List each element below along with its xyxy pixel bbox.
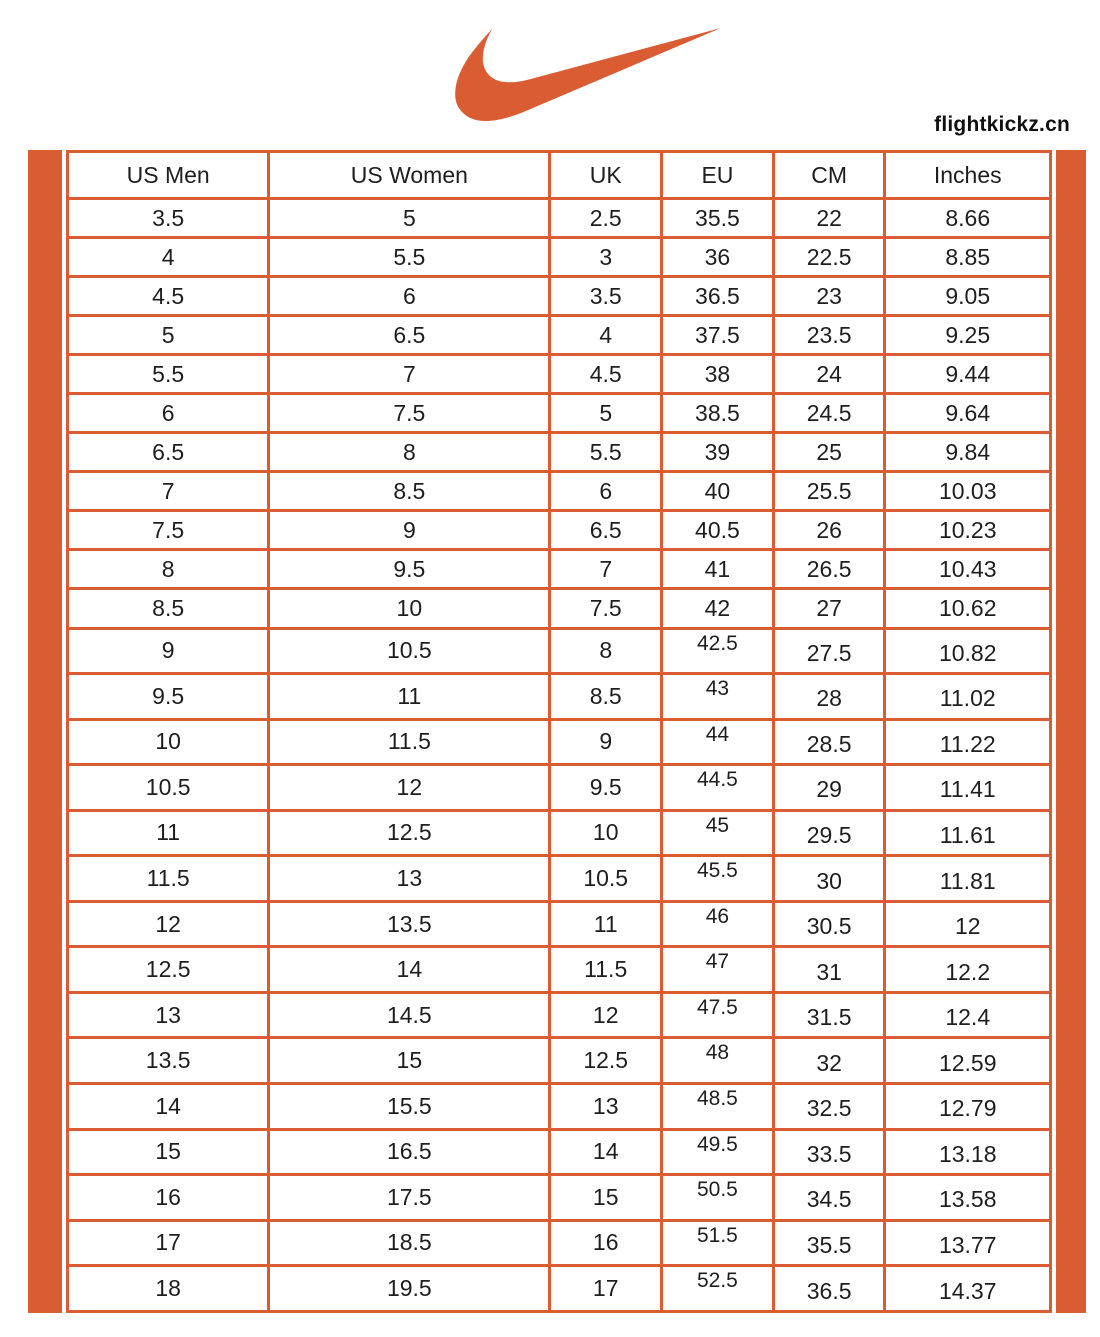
cell-cm: 29 <box>773 765 885 811</box>
cell-inches: 12.59 <box>885 1038 1051 1084</box>
table-row <box>68 947 1051 993</box>
table-row <box>68 719 1051 765</box>
cell-us-men: 4 <box>68 238 269 277</box>
header-row <box>68 152 1051 199</box>
cell-eu: 39 <box>662 433 774 472</box>
table-row <box>68 238 1051 277</box>
table-row <box>68 394 1051 433</box>
cell-eu: 44.5 <box>662 765 774 811</box>
cell-inches: 9.25 <box>885 316 1051 355</box>
cell-uk: 4.5 <box>550 355 662 394</box>
cell-inches: 10.62 <box>885 589 1051 628</box>
cell-us-women: 13 <box>269 856 550 902</box>
cell-uk: 2.5 <box>550 199 662 238</box>
cell-cm: 23 <box>773 277 885 316</box>
cell-inches: 10.03 <box>885 472 1051 511</box>
cell-cm: 28.5 <box>773 719 885 765</box>
column-header-us-men: US Men <box>68 152 269 199</box>
cell-eu: 44 <box>662 719 774 765</box>
cell-eu: 47.5 <box>662 992 774 1038</box>
cell-cm: 22.5 <box>773 238 885 277</box>
cell-inches: 11.22 <box>885 719 1051 765</box>
table-row <box>68 1038 1051 1084</box>
cell-inches: 9.05 <box>885 277 1051 316</box>
column-header-cm: CM <box>773 152 885 199</box>
cell-us-men: 15 <box>68 1129 269 1175</box>
cell-us-women: 12.5 <box>269 810 550 856</box>
cell-eu: 51.5 <box>662 1220 774 1266</box>
cell-us-women: 5 <box>269 199 550 238</box>
cell-inches: 14.37 <box>885 1266 1051 1312</box>
cell-uk: 11 <box>550 901 662 947</box>
cell-uk: 15 <box>550 1175 662 1221</box>
cell-uk: 11.5 <box>550 947 662 993</box>
right-accent-bar <box>1056 150 1086 1313</box>
cell-inches: 11.02 <box>885 674 1051 720</box>
cell-eu: 48 <box>662 1038 774 1084</box>
size-chart-band <box>28 150 1086 1313</box>
cell-cm: 22 <box>773 199 885 238</box>
cell-uk: 9.5 <box>550 765 662 811</box>
column-header-uk: UK <box>550 152 662 199</box>
cell-inches: 10.23 <box>885 511 1051 550</box>
cell-us-men: 12 <box>68 901 269 947</box>
cell-eu: 47 <box>662 947 774 993</box>
cell-uk: 3.5 <box>550 277 662 316</box>
cell-uk: 9 <box>550 719 662 765</box>
table-row <box>68 199 1051 238</box>
table-row <box>68 901 1051 947</box>
cell-uk: 6 <box>550 472 662 511</box>
cell-us-women: 14.5 <box>269 992 550 1038</box>
cell-us-men: 13 <box>68 992 269 1038</box>
table-row <box>68 277 1051 316</box>
cell-us-women: 19.5 <box>269 1266 550 1312</box>
cell-us-men: 6 <box>68 394 269 433</box>
cell-cm: 31 <box>773 947 885 993</box>
cell-eu: 41 <box>662 550 774 589</box>
cell-us-women: 8 <box>269 433 550 472</box>
cell-cm: 24 <box>773 355 885 394</box>
cell-inches: 9.44 <box>885 355 1051 394</box>
cell-us-women: 15 <box>269 1038 550 1084</box>
size-chart-body <box>68 199 1051 1312</box>
cell-eu: 35.5 <box>662 199 774 238</box>
cell-us-women: 8.5 <box>269 472 550 511</box>
cell-cm: 32 <box>773 1038 885 1084</box>
cell-uk: 3 <box>550 238 662 277</box>
cell-us-men: 18 <box>68 1266 269 1312</box>
cell-eu: 49.5 <box>662 1129 774 1175</box>
cell-cm: 36.5 <box>773 1266 885 1312</box>
cell-us-women: 10 <box>269 589 550 628</box>
cell-cm: 30.5 <box>773 901 885 947</box>
cell-eu: 45.5 <box>662 856 774 902</box>
table-row <box>68 589 1051 628</box>
cell-eu: 38.5 <box>662 394 774 433</box>
cell-inches: 12.79 <box>885 1083 1051 1129</box>
cell-us-men: 13.5 <box>68 1038 269 1084</box>
cell-us-men: 9 <box>68 628 269 674</box>
cell-inches: 9.84 <box>885 433 1051 472</box>
cell-uk: 13 <box>550 1083 662 1129</box>
cell-cm: 28 <box>773 674 885 720</box>
cell-uk: 17 <box>550 1266 662 1312</box>
cell-cm: 25 <box>773 433 885 472</box>
table-row <box>68 1266 1051 1312</box>
cell-eu: 36.5 <box>662 277 774 316</box>
cell-inches: 9.64 <box>885 394 1051 433</box>
cell-us-men: 11.5 <box>68 856 269 902</box>
cell-us-women: 16.5 <box>269 1129 550 1175</box>
table-row <box>68 1129 1051 1175</box>
cell-us-women: 12 <box>269 765 550 811</box>
cell-us-women: 5.5 <box>269 238 550 277</box>
table-row <box>68 433 1051 472</box>
cell-us-men: 4.5 <box>68 277 269 316</box>
size-chart-header <box>68 152 1051 199</box>
cell-cm: 29.5 <box>773 810 885 856</box>
cell-us-men: 14 <box>68 1083 269 1129</box>
cell-us-women: 7.5 <box>269 394 550 433</box>
cell-us-men: 7 <box>68 472 269 511</box>
cell-inches: 8.85 <box>885 238 1051 277</box>
table-row <box>68 810 1051 856</box>
cell-us-women: 11.5 <box>269 719 550 765</box>
cell-inches: 12 <box>885 901 1051 947</box>
table-row <box>68 1220 1051 1266</box>
cell-us-men: 17 <box>68 1220 269 1266</box>
size-chart-table <box>66 150 1052 1313</box>
cell-eu: 48.5 <box>662 1083 774 1129</box>
cell-eu: 38 <box>662 355 774 394</box>
cell-cm: 31.5 <box>773 992 885 1038</box>
cell-us-women: 15.5 <box>269 1083 550 1129</box>
cell-eu: 42.5 <box>662 628 774 674</box>
cell-inches: 10.82 <box>885 628 1051 674</box>
column-header-eu: EU <box>662 152 774 199</box>
cell-us-men: 9.5 <box>68 674 269 720</box>
nike-swoosh-icon <box>455 28 721 121</box>
table-row <box>68 765 1051 811</box>
cell-inches: 11.41 <box>885 765 1051 811</box>
cell-eu: 36 <box>662 238 774 277</box>
cell-cm: 34.5 <box>773 1175 885 1221</box>
cell-cm: 27 <box>773 589 885 628</box>
cell-us-men: 12.5 <box>68 947 269 993</box>
table-row <box>68 550 1051 589</box>
cell-us-women: 6.5 <box>269 316 550 355</box>
cell-eu: 50.5 <box>662 1175 774 1221</box>
cell-cm: 24.5 <box>773 394 885 433</box>
cell-inches: 13.58 <box>885 1175 1051 1221</box>
table-row <box>68 511 1051 550</box>
cell-us-men: 10 <box>68 719 269 765</box>
cell-inches: 12.4 <box>885 992 1051 1038</box>
cell-us-men: 5 <box>68 316 269 355</box>
cell-cm: 27.5 <box>773 628 885 674</box>
cell-inches: 13.18 <box>885 1129 1051 1175</box>
cell-us-men: 10.5 <box>68 765 269 811</box>
cell-uk: 7.5 <box>550 589 662 628</box>
cell-us-women: 14 <box>269 947 550 993</box>
cell-uk: 5.5 <box>550 433 662 472</box>
column-header-inches: Inches <box>885 152 1051 199</box>
table-row <box>68 316 1051 355</box>
cell-uk: 10.5 <box>550 856 662 902</box>
cell-cm: 30 <box>773 856 885 902</box>
cell-inches: 13.77 <box>885 1220 1051 1266</box>
cell-us-men: 8 <box>68 550 269 589</box>
cell-inches: 8.66 <box>885 199 1051 238</box>
cell-cm: 23.5 <box>773 316 885 355</box>
table-row <box>68 992 1051 1038</box>
cell-cm: 26.5 <box>773 550 885 589</box>
cell-uk: 10 <box>550 810 662 856</box>
cell-us-women: 11 <box>269 674 550 720</box>
cell-us-men: 5.5 <box>68 355 269 394</box>
cell-us-women: 7 <box>269 355 550 394</box>
cell-us-men: 6.5 <box>68 433 269 472</box>
cell-eu: 37.5 <box>662 316 774 355</box>
cell-uk: 12.5 <box>550 1038 662 1084</box>
cell-inches: 11.61 <box>885 810 1051 856</box>
table-row <box>68 674 1051 720</box>
watermark: flightkickz.cn <box>934 113 1070 136</box>
cell-uk: 6.5 <box>550 511 662 550</box>
cell-uk: 8.5 <box>550 674 662 720</box>
cell-uk: 14 <box>550 1129 662 1175</box>
cell-inches: 11.81 <box>885 856 1051 902</box>
cell-us-men: 7.5 <box>68 511 269 550</box>
cell-cm: 33.5 <box>773 1129 885 1175</box>
cell-eu: 46 <box>662 901 774 947</box>
cell-uk: 12 <box>550 992 662 1038</box>
cell-us-women: 13.5 <box>269 901 550 947</box>
cell-inches: 12.2 <box>885 947 1051 993</box>
table-row <box>68 1083 1051 1129</box>
cell-uk: 4 <box>550 316 662 355</box>
cell-us-women: 10.5 <box>269 628 550 674</box>
cell-us-women: 17.5 <box>269 1175 550 1221</box>
cell-us-men: 8.5 <box>68 589 269 628</box>
cell-eu: 40.5 <box>662 511 774 550</box>
cell-cm: 26 <box>773 511 885 550</box>
cell-cm: 25.5 <box>773 472 885 511</box>
cell-eu: 42 <box>662 589 774 628</box>
table-row <box>68 856 1051 902</box>
cell-us-men: 11 <box>68 810 269 856</box>
column-header-us-women: US Women <box>269 152 550 199</box>
cell-inches: 10.43 <box>885 550 1051 589</box>
cell-eu: 40 <box>662 472 774 511</box>
cell-cm: 32.5 <box>773 1083 885 1129</box>
cell-uk: 8 <box>550 628 662 674</box>
table-row <box>68 628 1051 674</box>
cell-uk: 5 <box>550 394 662 433</box>
cell-cm: 35.5 <box>773 1220 885 1266</box>
cell-us-men: 3.5 <box>68 199 269 238</box>
cell-eu: 52.5 <box>662 1266 774 1312</box>
table-row <box>68 1175 1051 1221</box>
cell-us-women: 9.5 <box>269 550 550 589</box>
left-accent-bar <box>28 150 62 1313</box>
cell-us-women: 18.5 <box>269 1220 550 1266</box>
cell-uk: 16 <box>550 1220 662 1266</box>
cell-us-men: 16 <box>68 1175 269 1221</box>
cell-us-women: 9 <box>269 511 550 550</box>
table-row <box>68 472 1051 511</box>
cell-eu: 45 <box>662 810 774 856</box>
cell-uk: 7 <box>550 550 662 589</box>
table-row <box>68 355 1051 394</box>
cell-us-women: 6 <box>269 277 550 316</box>
cell-eu: 43 <box>662 674 774 720</box>
